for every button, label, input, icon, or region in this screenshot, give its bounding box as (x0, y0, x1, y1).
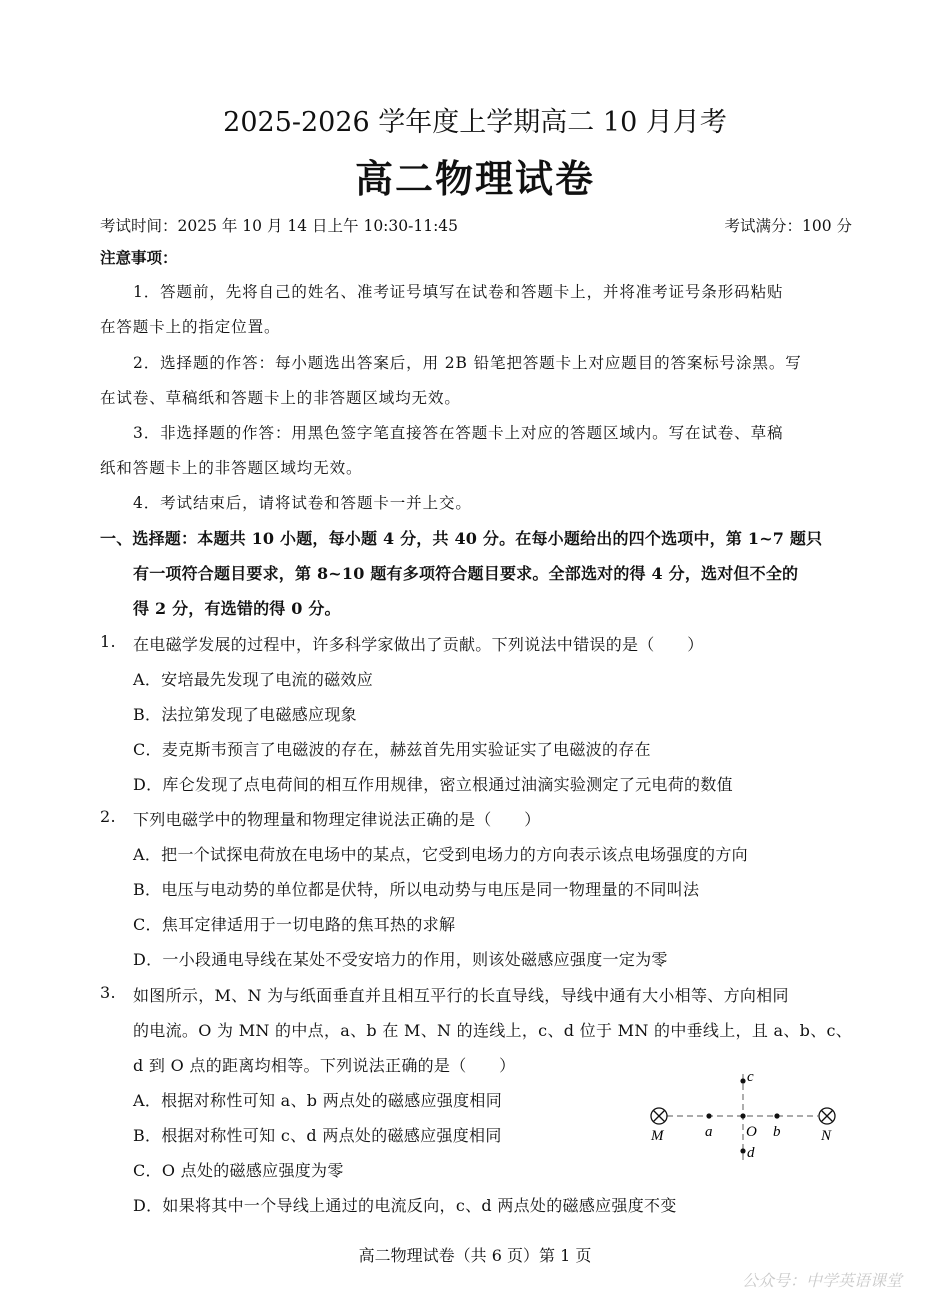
note-line: 在试卷、草稿纸和答题卡上的非答题区域均无效。 (100, 389, 461, 407)
label-b: b (773, 1124, 781, 1140)
section-heading: 一、选择题：本题共 10 小题，每小题 4 分，共 40 分。在每小题给出的四个选项中，第 1~7 题只 (100, 529, 823, 548)
page-footer: 高二物理试卷（共 6 页）第 1 页 (358, 1246, 592, 1265)
question-stem: 的电流。O 为 MN 的中点，a、b 在 M、N 的连线上，c、d 位于 MN 的中垂线上，且 a、b、c、 (133, 1021, 853, 1040)
label-o: O (746, 1124, 757, 1140)
question-option: C．O 点处的磁感应强度为零 (133, 1161, 344, 1180)
watermark: 公众号：中学英语课堂 (741, 1271, 902, 1290)
exam-time: 考试时间：2025 年 10 月 14 日上午 10:30-11:45 (100, 217, 459, 235)
wire-n-into-page-icon (819, 1108, 835, 1124)
point-d (740, 1148, 745, 1153)
question-stem: 下列电磁学中的物理量和物理定律说法正确的是（ ） (133, 810, 541, 829)
question-option: C．焦耳定律适用于一切电路的焦耳热的求解 (133, 915, 456, 934)
question-number: 2. (100, 807, 116, 826)
question-option: C．麦克斯韦预言了电磁波的存在，赫兹首先用实验证实了电磁波的存在 (133, 740, 651, 759)
label-d: d (747, 1145, 755, 1161)
exam-header-line: 2025-2026 学年度上学期高二 10 月月考 (223, 107, 727, 138)
question-option: B．根据对称性可知 c、d 两点处的磁感应强度相同 (133, 1126, 502, 1145)
question-option: D．如果将其中一个导线上通过的电流反向，c、d 两点处的磁感应强度不变 (133, 1196, 677, 1215)
note-line: 1．答题前，先将自己的姓名、准考证号填写在试卷和答题卡上，并将准考证号条形码粘贴 (133, 283, 784, 301)
label-m: M (651, 1128, 664, 1144)
note-line: 纸和答题卡上的非答题区域均无效。 (100, 459, 363, 477)
label-n: N (821, 1128, 832, 1144)
note-line: 4．考试结束后，请将试卷和答题卡一并上交。 (133, 494, 472, 512)
wire-m-into-page-icon (651, 1108, 667, 1124)
question-option: D．一小段通电导线在某处不受安培力的作用，则该处磁感应强度一定为零 (133, 950, 668, 969)
wire-diagram (630, 1062, 850, 1177)
point-a (706, 1113, 711, 1118)
question-option: B．电压与电动势的单位都是伏特，所以电动势与电压是同一物理量的不同叫法 (133, 880, 700, 899)
question-stem: 如图所示，M、N 为与纸面垂直并且相互平行的长直导线，导线中通有大小相等、方向相同 (133, 986, 789, 1005)
question-option: B．法拉第发现了电磁感应现象 (133, 705, 357, 724)
note-line: 2．选择题的作答：每小题选出答案后，用 2B 铅笔把答题卡上对应题目的答案标号涂黑。写 (133, 354, 802, 372)
question-option: A．安培最先发现了电流的磁效应 (133, 670, 374, 689)
question-number: 3. (100, 983, 116, 1002)
question-option: D．库仑发现了点电荷间的相互作用规律，密立根通过油滴实验测定了元电荷的数值 (133, 775, 733, 794)
note-line: 在答题卡上的指定位置。 (100, 318, 281, 336)
exam-title: 高二物理试卷 (354, 156, 595, 201)
label-a: a (705, 1124, 713, 1140)
note-line: 3．非选择题的作答：用黑色签字笔直接答在答题卡上对应的答题区域内。写在试卷、草稿 (133, 424, 784, 442)
question-stem: 在电磁学发展的过程中，许多科学家做出了贡献。下列说法中错误的是（ ） (133, 635, 704, 654)
question-option: A．把一个试探电荷放在电场中的某点，它受到电场力的方向表示该点电场强度的方向 (133, 845, 748, 864)
point-c (740, 1078, 745, 1083)
point-b (774, 1113, 779, 1118)
question-number: 1. (100, 632, 116, 651)
question-option: A．根据对称性可知 a、b 两点处的磁感应强度相同 (133, 1091, 503, 1110)
exam-full-score: 考试满分：100 分 (724, 217, 852, 235)
section-heading: 有一项符合题目要求，第 8~10 题有多项符合题目要求。全部选对的得 4 分，选对但不全的 (133, 564, 799, 583)
label-c: c (747, 1069, 754, 1085)
section-heading: 得 2 分，有选错的得 0 分。 (133, 599, 341, 618)
notes-title: 注意事项： (100, 248, 178, 267)
point-o (740, 1113, 745, 1118)
question-stem: d 到 O 点的距离均相等。下列说法正确的是（ ） (133, 1056, 516, 1075)
